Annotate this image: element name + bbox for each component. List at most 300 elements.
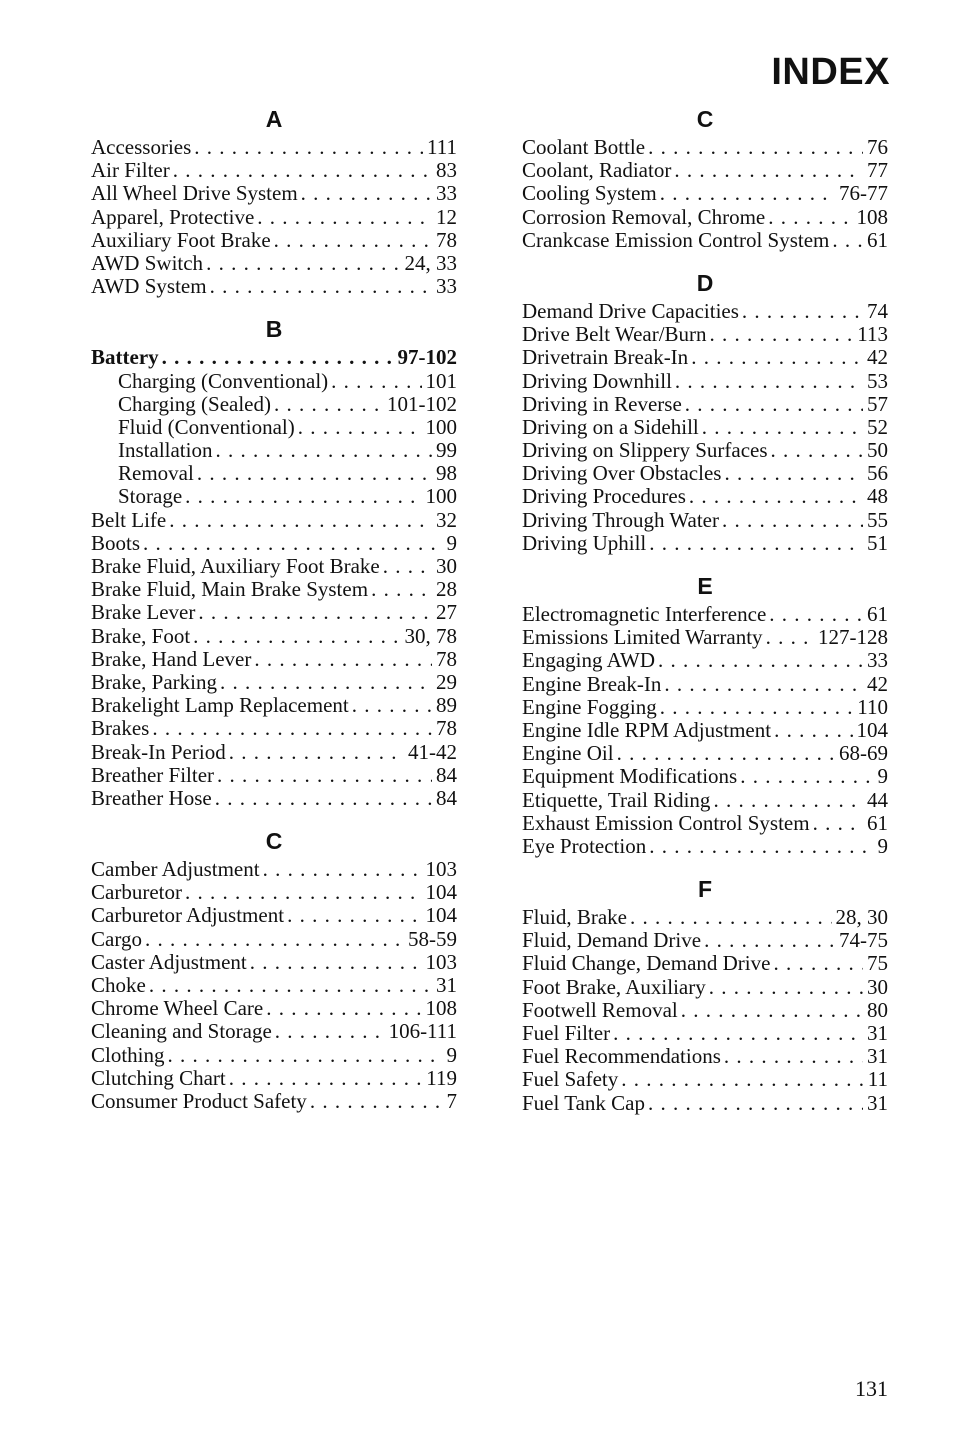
entry-pages: 84 (436, 785, 457, 810)
entry-term: Brake, Parking (91, 669, 217, 694)
index-entry (91, 555, 457, 578)
entry-term: Fluid (Conventional) (118, 414, 295, 439)
index-entry (522, 370, 888, 393)
entry-pages: 57 (867, 391, 888, 416)
entry-pages: 30 (867, 974, 888, 999)
index-entry (91, 881, 457, 904)
entry-pages: 58-59 (408, 926, 457, 951)
entry-pages: 80 (867, 997, 888, 1022)
index-column-right (522, 103, 888, 1130)
dot-leader (287, 904, 421, 927)
dot-leader (621, 1068, 864, 1091)
entry-pages: 52 (867, 414, 888, 439)
entry-pages: 11 (867, 1067, 888, 1092)
index-entry (91, 252, 457, 275)
entry-term: Driving Procedures (522, 484, 686, 509)
entry-term: Auxiliary Foot Brake (91, 227, 271, 252)
entry-term: Fuel Recommendations (522, 1044, 721, 1069)
entry-term: Driving Uphill (522, 530, 647, 555)
index-entry (522, 532, 888, 555)
entry-pages: 33 (867, 648, 888, 673)
index-entry (91, 951, 457, 974)
index-entry (522, 439, 888, 462)
index-entry (91, 136, 457, 159)
dot-leader (152, 717, 432, 740)
dot-leader (168, 1044, 443, 1067)
index-entry-list (522, 603, 888, 858)
entry-term: Driving on a Sidehill (522, 414, 699, 439)
index-entry (91, 182, 457, 205)
index-entry (91, 578, 457, 601)
dot-leader (766, 626, 814, 649)
index-entry (91, 601, 457, 624)
dot-leader (145, 928, 404, 951)
entry-pages: 78 (436, 646, 457, 671)
section-letter: C (265, 828, 283, 855)
index-entry (522, 346, 888, 369)
dot-leader (740, 765, 873, 788)
entry-term: Corrosion Removal, Chrome (522, 204, 766, 229)
dot-leader (722, 509, 863, 532)
entry-pages: 76 (867, 135, 888, 159)
entry-pages: 9 (446, 530, 457, 555)
dot-leader (169, 509, 432, 532)
index-entry (91, 159, 457, 182)
entry-term: Break-In Period (91, 739, 226, 764)
entry-term: Apparel, Protective (91, 204, 255, 229)
dot-leader (613, 1022, 863, 1045)
section-letter: B (265, 316, 283, 343)
entry-term: Demand Drive Capacities (522, 298, 739, 323)
entry-term: Brake, Hand Lever (91, 646, 252, 671)
entry-term: Driving Over Obstacles (522, 461, 722, 486)
entry-term: Charging (Sealed) (118, 391, 271, 416)
entry-pages: 44 (867, 787, 888, 812)
entry-term: Coolant, Radiator (522, 158, 672, 183)
index-subentry (91, 485, 457, 508)
index-entry (91, 509, 457, 532)
index-entry (91, 671, 457, 694)
dot-leader (832, 229, 863, 252)
index-entry (522, 1068, 888, 1091)
section-letter: E (697, 573, 713, 599)
index-entry (91, 1090, 457, 1113)
entry-pages: 89 (436, 693, 457, 718)
entry-pages: 106-111 (388, 1019, 457, 1044)
entry-pages: 7 (446, 1088, 457, 1113)
entry-term: Brakes (91, 716, 150, 741)
index-entry (522, 626, 888, 649)
dot-leader (331, 370, 421, 393)
index-entry-list (91, 858, 457, 1113)
entry-term: Eye Protection (522, 833, 647, 858)
index-entry (91, 1044, 457, 1067)
index-subentry (91, 370, 457, 393)
entry-term: Engine Oil (522, 741, 614, 766)
entry-pages: 29 (436, 669, 457, 694)
dot-leader (691, 346, 863, 369)
index-entry (522, 1022, 888, 1045)
entry-term: Carburetor Adjustment (91, 903, 285, 928)
entry-term: Battery (91, 345, 159, 370)
entry-term: All Wheel Drive System (91, 181, 298, 206)
index-section-f (522, 873, 888, 1115)
dot-leader (658, 649, 863, 672)
index-entry (91, 532, 457, 555)
dot-leader (193, 625, 400, 648)
dot-leader (681, 999, 863, 1022)
index-entry (91, 625, 457, 648)
index-entry (522, 485, 888, 508)
index-entry (522, 696, 888, 719)
index-entry-list (522, 136, 888, 252)
entry-pages: 31 (867, 1044, 888, 1069)
entry-term: Driving in Reverse (522, 391, 682, 416)
index-entry (522, 1092, 888, 1115)
section-letter: A (265, 106, 283, 132)
dot-leader (649, 835, 873, 858)
entry-term: Brake, Foot (91, 623, 191, 648)
entry-pages: 103 (425, 857, 457, 882)
index-entry (91, 904, 457, 927)
index-entry (522, 976, 888, 999)
index-entry (522, 1045, 888, 1068)
index-entry (522, 136, 888, 159)
index-entry (522, 742, 888, 765)
entry-term: Brake Lever (91, 600, 196, 625)
index-subentry (91, 416, 457, 439)
entry-term: Drivetrain Break-In (522, 345, 689, 370)
index-section-b (91, 313, 457, 810)
index-entry (522, 649, 888, 672)
dot-leader (773, 952, 863, 975)
index-entry (522, 789, 888, 812)
dot-leader (149, 974, 432, 997)
dot-leader (220, 671, 432, 694)
entry-pages: 9 (877, 833, 888, 858)
index-entry (522, 393, 888, 416)
dot-leader (371, 578, 432, 601)
dot-leader (713, 789, 863, 812)
entry-pages: 50 (867, 438, 888, 463)
dot-leader (742, 300, 863, 323)
entry-term: Equipment Modifications (522, 764, 738, 789)
dot-leader (724, 1045, 863, 1068)
index-subentry (91, 393, 457, 416)
index-entry (522, 719, 888, 742)
entry-term: Breather Hose (91, 785, 212, 810)
index-entry (91, 206, 457, 229)
entry-pages: 41-42 (408, 739, 457, 764)
index-entry (91, 648, 457, 671)
entry-term: Emissions Limited Warranty (522, 625, 763, 650)
index-entry (522, 509, 888, 532)
entry-term: Carburetor (91, 880, 182, 905)
section-letter: F (697, 876, 713, 903)
entry-pages: 31 (867, 1021, 888, 1045)
entry-pages: 56 (867, 461, 888, 486)
dot-leader (704, 929, 835, 952)
index-subentry (91, 439, 457, 462)
entry-pages: 83 (436, 158, 457, 183)
dot-leader (301, 182, 432, 205)
index-entry (522, 999, 888, 1022)
entry-pages: 101 (425, 368, 457, 393)
entry-term: Fluid, Demand Drive (522, 928, 702, 953)
index-entry-list (522, 906, 888, 1115)
entry-pages: 104 (856, 717, 888, 742)
entry-term: Driving on Slippery Surfaces (522, 438, 768, 463)
index-entry (522, 906, 888, 929)
entry-term: Footwell Removal (522, 997, 678, 1022)
entry-term: Removal (118, 461, 194, 486)
entry-pages: 51 (867, 530, 888, 555)
entry-pages: 31 (436, 973, 457, 997)
dot-leader (648, 136, 863, 159)
page-number: 131 (855, 1376, 888, 1401)
dot-leader (298, 416, 422, 439)
entry-term: Engaging AWD (522, 648, 656, 673)
index-entry (91, 1020, 457, 1043)
entry-pages: 113 (857, 322, 888, 347)
dot-leader (710, 323, 854, 346)
dot-leader (768, 206, 852, 229)
entry-term: Breather Filter (91, 762, 215, 787)
entry-term: Fuel Safety (522, 1067, 619, 1092)
entry-term: Fluid, Brake (522, 905, 627, 930)
entry-pages: 42 (867, 671, 888, 696)
entry-term: Coolant Bottle (522, 135, 646, 159)
entry-pages: 104 (425, 880, 457, 905)
entry-pages: 55 (867, 507, 888, 532)
dot-leader (162, 346, 394, 369)
dot-leader (685, 393, 863, 416)
entry-term: Storage (118, 484, 183, 509)
dot-leader (648, 1092, 863, 1115)
entry-pages: 53 (867, 368, 888, 393)
index-entry (91, 229, 457, 252)
entry-pages: 28 (436, 577, 457, 602)
entry-pages: 100 (425, 484, 457, 509)
dot-leader (185, 881, 422, 904)
entry-term: Brake Fluid, Auxiliary Foot Brake (91, 554, 380, 578)
entry-term: Electromagnetic Interference (522, 602, 767, 626)
index-entry (522, 323, 888, 346)
entry-term: Installation (118, 438, 213, 463)
entry-term: Engine Fogging (522, 694, 657, 719)
index-entry (91, 997, 457, 1020)
entry-pages: 33 (436, 181, 457, 206)
entry-term: Fuel Filter (522, 1021, 611, 1045)
entry-term: Fluid Change, Demand Drive (522, 951, 771, 976)
section-letter: D (696, 269, 714, 296)
entry-pages: 101-102 (387, 391, 457, 416)
entry-pages: 76-77 (839, 181, 888, 206)
dot-leader (724, 462, 863, 485)
dot-leader (660, 182, 835, 205)
entry-pages: 110 (857, 694, 888, 719)
entry-term: AWD System (91, 274, 207, 299)
index-entry (522, 673, 888, 696)
entry-pages: 33 (436, 274, 457, 299)
index-entry (91, 1067, 457, 1090)
index-entry (91, 694, 457, 717)
index-entry (91, 928, 457, 951)
entry-pages: 119 (426, 1065, 457, 1090)
dot-leader (774, 719, 852, 742)
entry-term: Driving Downhill (522, 368, 672, 393)
index-entry (522, 300, 888, 323)
dot-leader (275, 1020, 385, 1043)
dot-leader (709, 976, 863, 999)
entry-term: Belt Life (91, 507, 167, 532)
entry-pages: 30 (436, 554, 457, 578)
index-entry (522, 835, 888, 858)
entry-term: Air Filter (91, 158, 170, 183)
entry-term: Fuel Tank Cap (522, 1090, 645, 1115)
entry-term: Engine Idle RPM Adjustment (522, 717, 772, 742)
index-entry-list (91, 136, 457, 298)
entry-term: Cleaning and Storage (91, 1019, 272, 1044)
entry-term: Camber Adjustment (91, 857, 260, 882)
dot-leader (771, 439, 863, 462)
entry-term: Chrome Wheel Care (91, 996, 264, 1021)
entry-pages: 31 (867, 1090, 888, 1115)
dot-leader (173, 159, 432, 182)
index-entry (522, 812, 888, 835)
index-section-c (522, 103, 888, 252)
entry-term: Exhaust Emission Control System (522, 810, 810, 835)
entry-pages: 27 (436, 600, 457, 625)
dot-leader (352, 694, 432, 717)
entry-term: AWD Switch (91, 250, 204, 275)
entry-pages: 97-102 (397, 345, 457, 370)
dot-leader (143, 532, 442, 555)
entry-term: Caster Adjustment (91, 949, 247, 974)
dot-leader (210, 275, 432, 298)
entry-term: Charging (Conventional) (118, 368, 329, 393)
entry-pages: 98 (436, 461, 457, 486)
index-entry-list (522, 300, 888, 555)
index-entry (522, 603, 888, 626)
dot-leader (263, 858, 422, 881)
dot-leader (617, 742, 835, 765)
entry-term: Choke (91, 973, 146, 997)
dot-leader (675, 370, 863, 393)
entry-pages: 30, 78 (404, 623, 457, 648)
dot-leader (274, 393, 383, 416)
entry-pages: 61 (867, 810, 888, 835)
dot-leader (185, 485, 421, 508)
index-section-a (91, 103, 457, 298)
entry-pages: 68-69 (839, 741, 888, 766)
dot-leader (197, 462, 432, 485)
dot-leader (630, 906, 832, 929)
entry-term: Drive Belt Wear/Burn (522, 322, 707, 347)
dot-leader (664, 673, 863, 696)
entry-pages: 61 (867, 227, 888, 252)
dot-leader (254, 648, 432, 671)
entry-pages: 32 (436, 507, 457, 532)
page-title: INDEX (771, 51, 890, 93)
index-entry (91, 741, 457, 764)
index-entry (91, 764, 457, 787)
entry-pages: 9 (446, 1042, 457, 1067)
entry-term: Crankcase Emission Control System (522, 227, 830, 252)
entry-pages: 74-75 (839, 928, 888, 953)
index-entry-list (91, 346, 457, 810)
section-letter: C (696, 106, 714, 132)
index-section-d (522, 267, 888, 555)
entry-pages: 78 (436, 716, 457, 741)
entry-pages: 111 (427, 135, 457, 159)
dot-leader (229, 741, 404, 764)
entry-pages: 78 (436, 227, 457, 252)
entry-term: Etiquette, Trail Riding (522, 787, 711, 812)
dot-leader (813, 812, 863, 835)
index-section-c (91, 825, 457, 1113)
dot-leader (660, 696, 854, 719)
entry-pages: 24, 33 (404, 250, 457, 275)
entry-pages: 61 (867, 602, 888, 626)
entry-term: Cooling System (522, 181, 657, 206)
entry-term: Foot Brake, Auxiliary (522, 974, 706, 999)
dot-leader (194, 136, 423, 159)
entry-term: Clutching Chart (91, 1065, 226, 1090)
dot-leader (266, 997, 421, 1020)
entry-pages: 108 (856, 204, 888, 229)
index-entry (522, 159, 888, 182)
entry-pages: 104 (425, 903, 457, 928)
dot-leader (206, 252, 400, 275)
entry-pages: 103 (425, 949, 457, 974)
index-section-e (522, 570, 888, 858)
index-entry (91, 346, 457, 369)
index-entry (522, 765, 888, 788)
index-subentry (91, 462, 457, 485)
index-entry (522, 929, 888, 952)
dot-leader (217, 764, 432, 787)
entry-pages: 42 (867, 345, 888, 370)
dot-leader (689, 485, 863, 508)
dot-leader (250, 951, 422, 974)
dot-leader (229, 1067, 423, 1090)
entry-pages: 127-128 (818, 625, 888, 650)
entry-pages: 77 (867, 158, 888, 183)
index-entry (522, 952, 888, 975)
entry-pages: 9 (877, 764, 888, 789)
entry-pages: 28, 30 (835, 905, 888, 930)
index-entry (91, 974, 457, 997)
index-entry (91, 858, 457, 881)
dot-leader (310, 1090, 443, 1113)
entry-pages: 48 (867, 484, 888, 509)
entry-term: Clothing (91, 1042, 165, 1067)
index-entry (522, 182, 888, 205)
index-entry (91, 717, 457, 740)
dot-leader (649, 532, 863, 555)
dot-leader (274, 229, 432, 252)
index-entry (522, 229, 888, 252)
entry-pages: 99 (436, 438, 457, 463)
dot-leader (702, 416, 863, 439)
dot-leader (257, 206, 432, 229)
index-entry (91, 275, 457, 298)
dot-leader (215, 787, 432, 810)
entry-term: Boots (91, 530, 141, 555)
entry-term: Accessories (91, 135, 192, 159)
index-entry (522, 206, 888, 229)
